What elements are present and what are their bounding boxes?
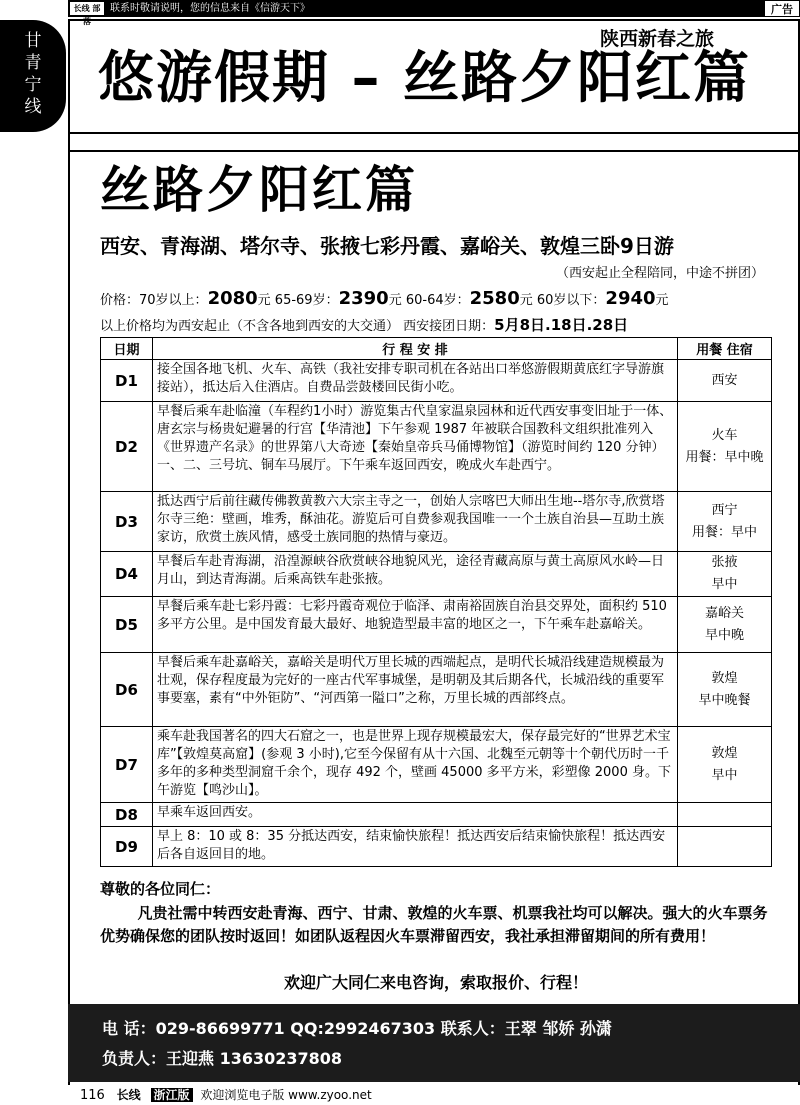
- message-body: 凡贵社需中转西安赴青海、西宁、甘肃、敦煌的火车票、机票我社均可以解决。强大的火车票务优势确保您的团队按时返回！如团队返程因火车票滞留西安，我社承担滞留期间的所有费用！: [100, 904, 768, 945]
- itinerary-table: [100, 337, 772, 867]
- price-age-label: 元 65-69岁：: [257, 293, 339, 308]
- price-age-label: 元 60-64岁：: [388, 293, 470, 308]
- day-cell: D2: [101, 402, 153, 492]
- schedule-cell: 早餐后乘车赴临潼（车程约1小时）游览集古代皇家温泉园林和近代西安事变旧址于一体、唐玄宗与杨贵妃避暑的行宫【华清池】下午参观 1987 年被联合国教科文组织批准列入《世界遗产名录》的世界第八大奇迹【秦始皇帝兵马俑博物馆】（游览时间约 120 分钟）一、二、三号坑、铜车马展厅。下午乘车返回西安，晚成火车赴西宁。: [152, 402, 677, 492]
- meal-cell: [678, 803, 772, 827]
- price-age-label: 元 60岁以下：: [519, 293, 606, 308]
- schedule-cell: 早餐后车赴青海湖，沿湟源峡谷欣赏峡谷地貌风光，途径青藏高原与黄土高原风水岭—日月山，到达青海湖。后乘高铁车赴张掖。: [152, 552, 677, 597]
- meal-cell: 嘉峪关 早中晚: [678, 597, 772, 653]
- price-value: 2390: [338, 288, 389, 309]
- side-tab-char: 线: [24, 97, 42, 117]
- table-row: [101, 492, 772, 552]
- schedule-cell: 早上 8：10 或 8：35 分抵达西安，结束愉快旅程！抵达西安后结束愉快旅程！抵达西安后各自返回目的地。: [152, 827, 677, 867]
- contact-line: 负责人：王迎燕 13630237808: [102, 1049, 343, 1068]
- header-schedule: 行 程 安 排: [152, 338, 677, 360]
- day-cell: D4: [101, 552, 153, 597]
- schedule-cell: 早餐后乘车赴七彩丹霞：七彩丹霞奇观位于临泽、肃南裕固族自治县交界处，面积约 510 多平方公里。是中国发育最大最好、地貌造型最丰富的地区之一，下午乘车赴嘉峪关。: [152, 597, 677, 653]
- schedule-cell: 乘车赴我国著名的四大石窟之一，也是世界上现存规模最宏大，保存最完好的“世界艺术宝库”【敦煌莫高窟】(参观 3 小时),它至今保留有从十六国、北魏至元朝等十个朝代历时一千多年的多种类型洞窟千余个，现存 492 个，壁画 45000 多平方米，彩塑像 2000 身。下午游览【鸣沙山】。: [152, 727, 677, 803]
- price-line: [100, 288, 669, 309]
- route-subtitle: 西安、青海湖、塔尔寺、张掖七彩丹霞、嘉峪关、敦煌三卧9日游: [100, 234, 674, 258]
- publisher-logo: 长线 部落: [70, 2, 104, 15]
- tour-dates: 5月8日.18日.28日: [494, 316, 629, 334]
- day-cell: D9: [101, 827, 153, 867]
- table-row: [101, 803, 772, 827]
- schedule-cell: 早餐后乘车赴嘉峪关，嘉峪关是明代万里长城的西端起点，是明代长城沿线建造规模最为壮观，保存程度最为完好的一座古代军事城堡，是明朝及其后期各代，长城沿线的重要军事要塞，素有“中外钜防”、“河西第一隘口”之称，万里长城的西部终点。: [152, 653, 677, 727]
- table-row: [101, 360, 772, 402]
- table-row: [101, 653, 772, 727]
- price-value: 2940: [605, 288, 656, 309]
- day-cell: D3: [101, 492, 153, 552]
- contact-bar: [68, 1004, 800, 1082]
- top-bar: [68, 0, 800, 26]
- day-cell: D6: [101, 653, 153, 727]
- price-note: [100, 314, 628, 335]
- table-row: [101, 827, 772, 867]
- header-meal: 用餐 住宿: [678, 338, 772, 360]
- table-row: [101, 727, 772, 803]
- footer-text: 欢迎浏览电子版 www.zyoo.net: [200, 1088, 372, 1102]
- page-number: 116: [80, 1088, 105, 1103]
- divider: [68, 132, 800, 134]
- price-unit: 元: [655, 293, 669, 308]
- contact-line: 电 话：029-86699771 QQ:2992467303 联系人：王翠 邹娇 孙潇: [102, 1019, 612, 1038]
- table-row: [101, 402, 772, 492]
- schedule-cell: 接全国各地飞机、火车、高铁（我社安排专职司机在各站出口举悠游假期黄底红字导游旗接站），抵达后入住酒店。自费品尝鼓楼回民街小吃。: [152, 360, 677, 402]
- table-row: [101, 552, 772, 597]
- footer-brand: 长线: [116, 1088, 141, 1102]
- footer-region: 浙江版: [151, 1088, 193, 1102]
- day-cell: D7: [101, 727, 153, 803]
- header-subtitle: 陕西新春之旅: [600, 28, 715, 50]
- day-cell: D1: [101, 360, 153, 402]
- top-notice: 联系时敬请说明，您的信息来自《信游天下》: [110, 3, 310, 14]
- side-tab-char: 甘: [24, 31, 42, 51]
- meal-cell: 张掖 早中: [678, 552, 772, 597]
- table-row: [101, 597, 772, 653]
- meal-cell: 敦煌 早中: [678, 727, 772, 803]
- schedule-cell: 早乘车返回西安。: [152, 803, 677, 827]
- ad-tag: 广告: [764, 0, 800, 17]
- meal-cell: 西安: [678, 360, 772, 402]
- price-value: 2580: [469, 288, 520, 309]
- divider: [68, 150, 800, 152]
- side-tab-char: 青: [24, 53, 42, 73]
- meal-cell: 敦煌 早中晚餐: [678, 653, 772, 727]
- header-date: 日期: [101, 338, 153, 360]
- header-title: 悠游假期 – 丝路夕阳红篇: [98, 46, 751, 111]
- greeting: 尊敬的各位同仁：: [100, 880, 221, 898]
- day-cell: D8: [101, 803, 153, 827]
- price-note-text: 以上价格均为西安起止（不含各地到西安的大交通） 西安接团日期：: [100, 319, 495, 334]
- price-age-label: 70岁以上：: [139, 293, 208, 308]
- schedule-cell: 抵达西宁后前往藏传佛教黄教六大宗主寺之一，创始人宗喀巴大师出生地--塔尔寺,欣赏塔尔寺三绝：壁画，堆秀，酥油花。游览后可自费参观我国唯一一个土族自治县—互助土族家访，欣赏土族风情，感受土族同胞的热情与豪迈。: [152, 492, 677, 552]
- price-label: 价格：: [100, 293, 140, 308]
- table-header-row: [101, 338, 772, 360]
- route-note: （西安起止全程陪同，中途不拼团）: [555, 266, 764, 281]
- footer: [80, 1086, 372, 1105]
- route-title: 丝路夕阳红篇: [100, 161, 418, 219]
- meal-cell: 西宁 用餐：早中: [678, 492, 772, 552]
- welcome-line: 欢迎广大同仁来电咨询，索取报价、行程！: [283, 973, 588, 992]
- meal-cell: [678, 827, 772, 867]
- day-cell: D5: [101, 597, 153, 653]
- price-value: 2080: [207, 288, 258, 309]
- meal-cell: 火车 用餐：早中晚: [678, 402, 772, 492]
- side-tab-char: 宁: [24, 75, 42, 95]
- region-side-tab: [0, 20, 66, 132]
